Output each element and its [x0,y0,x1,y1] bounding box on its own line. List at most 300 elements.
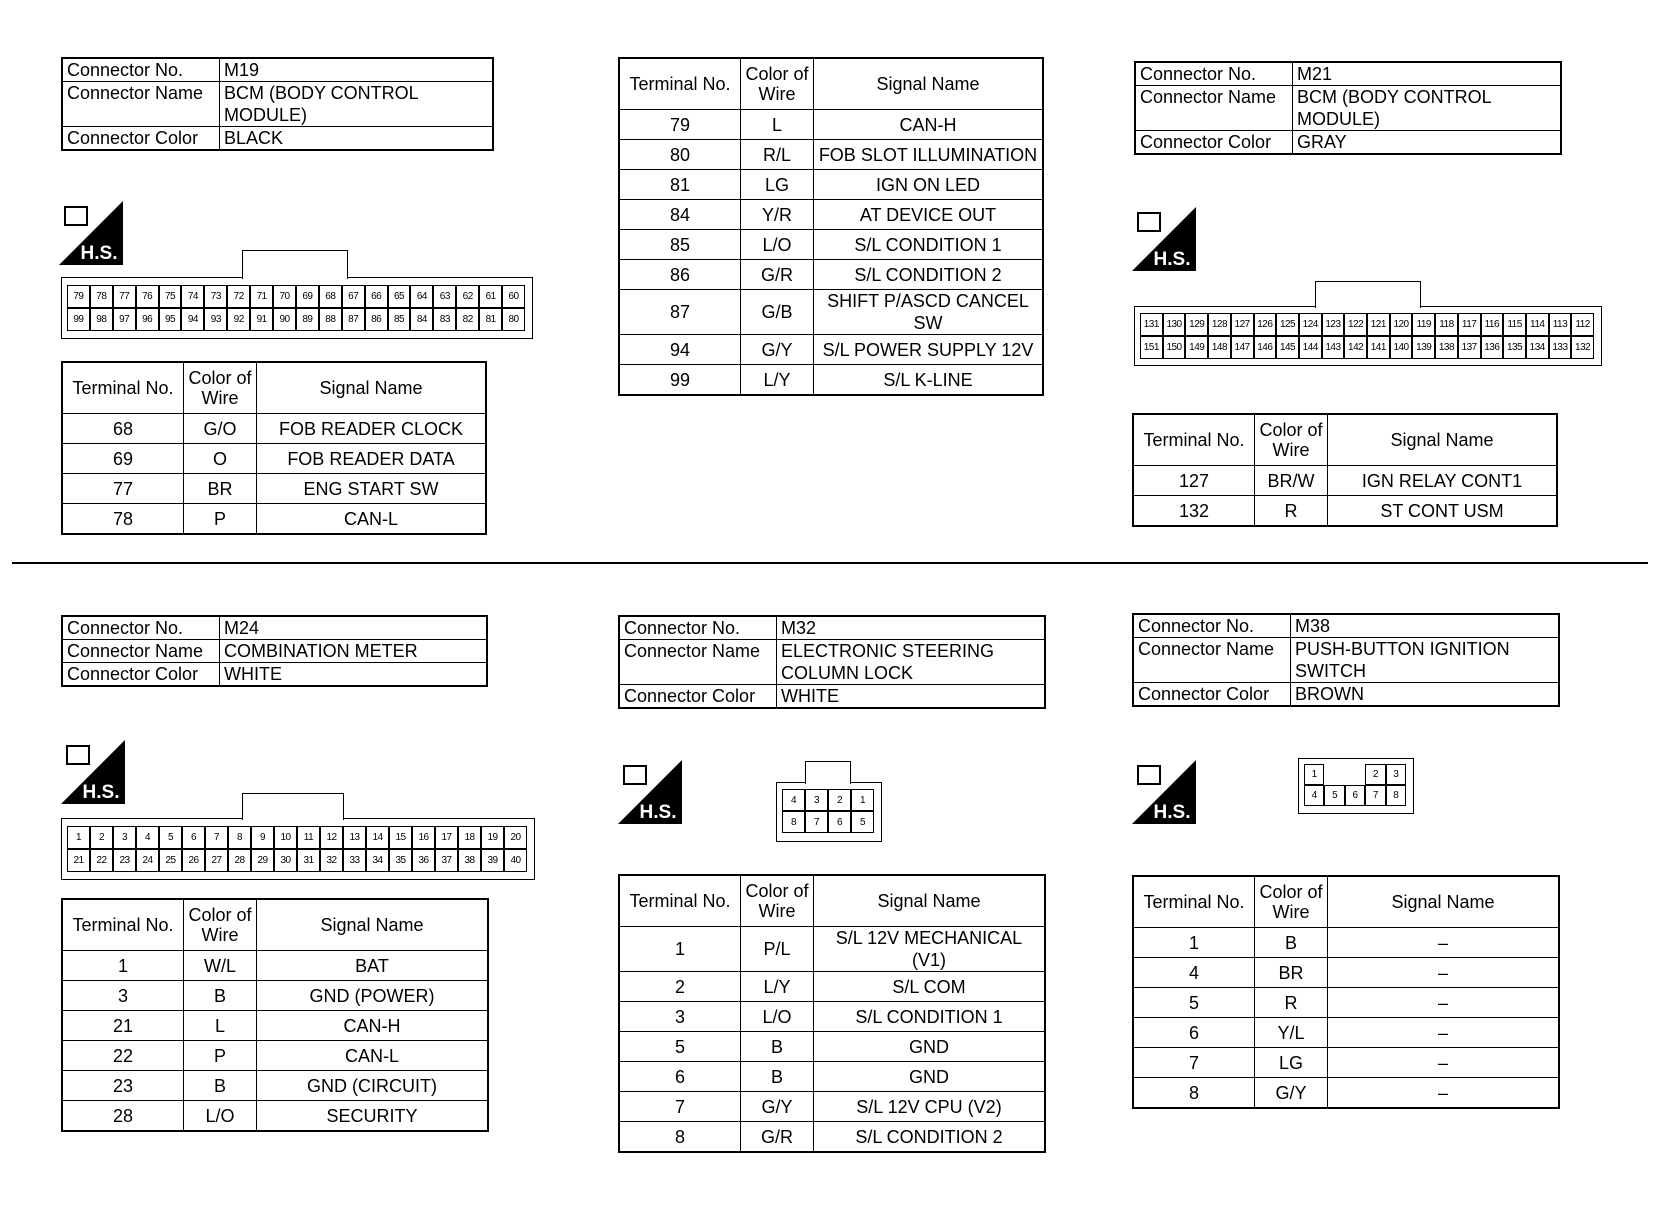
connector-no-value: M32 [777,616,1046,640]
harness-side-icon [1132,760,1196,824]
connector-pin: 20 [504,826,527,849]
connector-color-value: BLACK [220,127,494,151]
wire-color-cell: P/L [741,927,814,972]
connector-no-label: Connector No. [1133,614,1291,638]
connector-pin: 62 [456,285,479,308]
connector-pin: 21 [67,849,90,872]
signal-name-cell: – [1328,928,1560,958]
connector-name-label: Connector Name [1133,638,1291,683]
terminal-no-cell: 78 [62,504,184,535]
wire-color-cell: L [184,1011,257,1041]
wire-color-cell: G/Y [741,1092,814,1122]
connector-pin: 18 [458,826,481,849]
harness-side-icon [1132,207,1196,271]
m38-pin-grid [1304,764,1406,806]
connector-pin: 82 [456,308,479,331]
connector-pin: 61 [479,285,502,308]
terminal-no-cell: 77 [62,474,184,504]
terminal-no-header: Terminal No. [619,875,741,927]
signal-name-header: Signal Name [257,899,489,951]
table-row [619,230,1043,260]
m19-pin-grid [67,285,525,331]
connector-pin: 1 [67,826,90,849]
connector-pin: 2 [1365,764,1385,785]
table-row [619,110,1043,140]
connector-pin: 3 [113,826,136,849]
connector-pin: 72 [227,285,250,308]
connector-pin: 81 [479,308,502,331]
connector-name-label: Connector Name [62,82,220,127]
table-row [619,1122,1045,1153]
wire-color-cell: G/Y [741,335,814,365]
connector-pin: 5 [1324,785,1344,806]
wire-color-cell: L/O [184,1101,257,1132]
table-row [619,365,1043,396]
signal-name-cell: – [1328,958,1560,988]
signal-name-header: Signal Name [814,875,1046,927]
connector-pin: 60 [502,285,525,308]
connector-pin: 134 [1526,336,1549,359]
connector-pin: 138 [1435,336,1458,359]
connector-pin: 114 [1526,313,1549,336]
terminal-no-cell: 84 [619,200,741,230]
signal-name-cell: S/L 12V CPU (V2) [814,1092,1046,1122]
connector-pin: 91 [250,308,273,331]
terminal-no-cell: 21 [62,1011,184,1041]
wire-color-cell: G/Y [1255,1078,1328,1109]
connector-color-value: GRAY [1293,131,1562,155]
connector-pin: 89 [296,308,319,331]
terminal-no-cell: 80 [619,140,741,170]
table-row [619,260,1043,290]
terminal-no-cell: 87 [619,290,741,335]
table-row [619,927,1045,972]
terminal-no-cell: 1 [619,927,741,972]
signal-name-cell: – [1328,1048,1560,1078]
terminal-no-cell: 23 [62,1071,184,1101]
signal-name-header: Signal Name [1328,414,1558,466]
connector-pin: 123 [1322,313,1345,336]
m24-pin-grid [67,826,527,872]
connector-pin: 128 [1208,313,1231,336]
connector-pin: 71 [250,285,273,308]
connector-pin: 7 [205,826,228,849]
table-row [62,444,486,474]
connector-pin: 84 [410,308,433,331]
m24-connector-face [61,818,535,880]
connector-pin: 87 [342,308,365,331]
signal-name-cell: CAN-L [257,1041,489,1071]
signal-name-cell: S/L 12V MECHANICAL (V1) [814,927,1046,972]
wire-color-cell: L/Y [741,365,814,396]
connector-pin: 148 [1208,336,1231,359]
table-row [619,972,1045,1002]
signal-name-cell: CAN-H [257,1011,489,1041]
wire-color-cell: W/L [184,951,257,981]
table-row [62,1071,488,1101]
connector-pin: 151 [1140,336,1163,359]
connector-color-label: Connector Color [62,663,220,687]
connector-latch [1324,764,1344,785]
terminal-no-cell: 6 [619,1062,741,1092]
wire-color-cell: R/L [741,140,814,170]
connector-pin: 35 [389,849,412,872]
connector-name-value: BCM (BODY CONTROL MODULE) [220,82,494,127]
connector-color-value: WHITE [777,685,1046,709]
wire-color-cell: B [741,1032,814,1062]
m19-terminal-table [61,361,487,535]
signal-name-cell: CAN-L [257,504,487,535]
connector-pin: 121 [1367,313,1390,336]
connector-pin: 115 [1503,313,1526,336]
connector-pin: 69 [296,285,319,308]
terminal-no-header: Terminal No. [1133,414,1255,466]
connector-pin: 90 [273,308,296,331]
signal-name-cell: BAT [257,951,489,981]
terminal-no-cell: 6 [1133,1018,1255,1048]
signal-name-cell: FOB READER CLOCK [257,414,487,444]
connector-pin: 150 [1163,336,1186,359]
connector-pin: 131 [1140,313,1163,336]
wire-color-cell: B [741,1062,814,1092]
connector-pin: 37 [435,849,458,872]
connector-pin: 125 [1276,313,1299,336]
connector-pin: 2 [828,789,851,811]
svg-text:H.S.: H.S. [1153,802,1191,823]
wire-color-cell: G/B [741,290,814,335]
connector-pin: 65 [388,285,411,308]
connector-pin: 80 [502,308,525,331]
harness-side-icon [59,201,123,265]
table-row [1133,1018,1559,1048]
connector-pin: 4 [782,789,805,811]
connector-pin: 136 [1481,336,1504,359]
connector-pin: 67 [342,285,365,308]
connector-pin: 112 [1571,313,1594,336]
connector-no-label: Connector No. [62,616,220,640]
terminal-no-cell: 5 [1133,988,1255,1018]
connector-pin: 33 [343,849,366,872]
connector-pin: 75 [159,285,182,308]
signal-name-cell: IGN RELAY CONT1 [1328,466,1558,496]
m19-terminal-table-continued [618,57,1044,396]
table-row [1133,1048,1559,1078]
signal-name-cell: FOB SLOT ILLUMINATION [814,140,1044,170]
color-of-wire-header: Color of Wire [741,58,814,110]
connector-pin: 94 [181,308,204,331]
connector-pin: 139 [1412,336,1435,359]
connector-pin: 92 [227,308,250,331]
connector-pin: 66 [365,285,388,308]
m38-terminal-table [1132,875,1560,1109]
connector-pin: 39 [481,849,504,872]
terminal-no-cell: 4 [1133,958,1255,988]
connector-pin: 99 [67,308,90,331]
connector-color-label: Connector Color [1135,131,1293,155]
wire-color-cell: LG [1255,1048,1328,1078]
wire-color-cell: B [184,981,257,1011]
wire-color-cell: BR/W [1255,466,1328,496]
wire-color-cell: G/O [184,414,257,444]
m21-pin-grid [1140,313,1594,359]
color-of-wire-header: Color of Wire [184,899,257,951]
connector-pin: 137 [1458,336,1481,359]
connector-color-label: Connector Color [1133,683,1291,707]
signal-name-cell: CAN-H [814,110,1044,140]
connector-pin: 149 [1185,336,1208,359]
connector-pin: 143 [1322,336,1345,359]
table-row [62,981,488,1011]
connector-name-value: BCM (BODY CONTROL MODULE) [1293,86,1562,131]
terminal-no-cell: 132 [1133,496,1255,527]
terminal-no-cell: 1 [62,951,184,981]
terminal-no-cell: 2 [619,972,741,1002]
signal-name-cell: S/L K-LINE [814,365,1044,396]
connector-pin: 2 [90,826,113,849]
terminal-no-cell: 127 [1133,466,1255,496]
terminal-no-cell: 7 [1133,1048,1255,1078]
connector-pin: 5 [159,826,182,849]
connector-pin: 1 [851,789,874,811]
connector-pin: 127 [1231,313,1254,336]
connector-pin: 24 [136,849,159,872]
table-row [619,200,1043,230]
signal-name-cell: SECURITY [257,1101,489,1132]
table-row [62,474,486,504]
m24-info [61,615,488,687]
connector-pin: 15 [389,826,412,849]
wire-color-cell: L/O [741,1002,814,1032]
connector-pin: 36 [412,849,435,872]
connector-pin: 144 [1299,336,1322,359]
harness-side-icon [618,760,682,824]
svg-text:H.S.: H.S. [80,243,118,264]
connector-pin: 19 [481,826,504,849]
color-of-wire-header: Color of Wire [184,362,257,414]
connector-pin: 122 [1344,313,1367,336]
connector-color-value: BROWN [1291,683,1560,707]
table-row [1133,928,1559,958]
connector-pin: 145 [1276,336,1299,359]
signal-name-cell: – [1328,1018,1560,1048]
connector-pin: 126 [1254,313,1277,336]
signal-name-cell: IGN ON LED [814,170,1044,200]
svg-text:H.S.: H.S. [1153,249,1191,270]
connector-pin: 147 [1231,336,1254,359]
connector-pin: 98 [90,308,113,331]
connector-pin: 7 [805,811,828,833]
terminal-no-cell: 68 [62,414,184,444]
color-of-wire-header: Color of Wire [1255,876,1328,928]
connector-pin: 6 [1345,785,1365,806]
connector-pin: 13 [343,826,366,849]
table-row [62,414,486,444]
connector-pin: 31 [297,849,320,872]
connector-name-value: COMBINATION METER [220,640,488,663]
signal-name-cell: S/L POWER SUPPLY 12V [814,335,1044,365]
connector-color-label: Connector Color [62,127,220,151]
terminal-no-cell: 22 [62,1041,184,1071]
signal-name-cell: GND (POWER) [257,981,489,1011]
connector-pin: 28 [228,849,251,872]
wire-color-cell: BR [1255,958,1328,988]
connector-pin: 120 [1390,313,1413,336]
terminal-no-cell: 85 [619,230,741,260]
m21-terminal-table [1132,413,1558,527]
table-row [619,1032,1045,1062]
connector-pin: 70 [273,285,296,308]
connector-pin: 7 [1365,785,1385,806]
connector-pin: 141 [1367,336,1390,359]
connector-pin: 74 [181,285,204,308]
connector-color-value: WHITE [220,663,488,687]
wire-color-cell: Y/L [1255,1018,1328,1048]
connector-name-value: PUSH-BUTTON IGNITION SWITCH [1291,638,1560,683]
table-row [619,170,1043,200]
connector-pin: 25 [159,849,182,872]
signal-name-cell: – [1328,1078,1560,1109]
connector-no-value: M24 [220,616,488,640]
signal-name-cell: – [1328,988,1560,1018]
connector-pin: 140 [1390,336,1413,359]
connector-no-label: Connector No. [1135,62,1293,86]
signal-name-cell: SHIFT P/ASCD CANCEL SW [814,290,1044,335]
m21-connector-face [1134,306,1602,366]
connector-pin: 68 [319,285,342,308]
terminal-no-header: Terminal No. [62,362,184,414]
svg-text:H.S.: H.S. [82,782,120,803]
connector-pin: 83 [433,308,456,331]
connector-pin: 76 [136,285,159,308]
wire-color-cell: P [184,1041,257,1071]
connector-name-value: ELECTRONIC STEERING COLUMN LOCK [777,640,1046,685]
connector-pin: 29 [251,849,274,872]
terminal-no-cell: 94 [619,335,741,365]
wire-color-cell: R [1255,496,1328,527]
signal-name-header: Signal Name [1328,876,1560,928]
connector-no-value: M21 [1293,62,1562,86]
connector-pin: 146 [1254,336,1277,359]
connector-pin: 63 [433,285,456,308]
terminal-no-cell: 1 [1133,928,1255,958]
wire-color-cell: L/O [741,230,814,260]
table-row [62,1041,488,1071]
signal-name-header: Signal Name [257,362,487,414]
connector-pin: 119 [1412,313,1435,336]
connector-pin: 86 [365,308,388,331]
wire-color-cell: P [184,504,257,535]
signal-name-cell: AT DEVICE OUT [814,200,1044,230]
connector-pin: 97 [113,308,136,331]
terminal-no-cell: 8 [619,1122,741,1153]
terminal-no-cell: 99 [619,365,741,396]
svg-text:H.S.: H.S. [639,802,677,823]
signal-name-cell: S/L CONDITION 1 [814,1002,1046,1032]
connector-name-label: Connector Name [62,640,220,663]
connector-pin: 8 [782,811,805,833]
terminal-no-header: Terminal No. [619,58,741,110]
connector-no-value: M38 [1291,614,1560,638]
table-row [619,1092,1045,1122]
connector-pin: 95 [159,308,182,331]
connector-pin: 78 [90,285,113,308]
connector-pin: 130 [1163,313,1186,336]
wire-color-cell: Y/R [741,200,814,230]
connector-pin: 11 [297,826,320,849]
m19-info [61,57,494,151]
m32-info [618,615,1046,709]
signal-name-cell: GND [814,1032,1046,1062]
terminal-no-cell: 5 [619,1032,741,1062]
connector-pin: 12 [320,826,343,849]
connector-pin: 73 [204,285,227,308]
connector-color-label: Connector Color [619,685,777,709]
terminal-no-cell: 86 [619,260,741,290]
color-of-wire-header: Color of Wire [741,875,814,927]
connector-pin: 64 [410,285,433,308]
table-row [1133,988,1559,1018]
m38-connector-face [1298,758,1414,814]
signal-name-cell: ST CONT USM [1328,496,1558,527]
connector-pin: 30 [274,849,297,872]
wire-color-cell: B [1255,928,1328,958]
terminal-no-cell: 8 [1133,1078,1255,1109]
table-row [619,1062,1045,1092]
terminal-no-cell: 7 [619,1092,741,1122]
table-row [62,951,488,981]
signal-name-header: Signal Name [814,58,1044,110]
connector-pin: 8 [228,826,251,849]
connector-pin: 113 [1549,313,1572,336]
terminal-no-cell: 69 [62,444,184,474]
connector-pin: 79 [67,285,90,308]
terminal-no-cell: 81 [619,170,741,200]
connector-pin: 5 [851,811,874,833]
connector-pin: 22 [90,849,113,872]
harness-side-icon [61,740,125,804]
connector-pin: 34 [366,849,389,872]
signal-name-cell: GND [814,1062,1046,1092]
connector-name-label: Connector Name [1135,86,1293,131]
connector-pin: 117 [1458,313,1481,336]
m32-connector-face [776,782,882,842]
connector-pin: 10 [274,826,297,849]
signal-name-cell: FOB READER DATA [257,444,487,474]
wire-color-cell: L [741,110,814,140]
connector-pin: 17 [435,826,458,849]
wire-color-cell: LG [741,170,814,200]
m32-pin-grid [782,789,874,833]
section-divider [12,562,1648,564]
connector-no-label: Connector No. [619,616,777,640]
connector-pin: 133 [1549,336,1572,359]
connector-pin: 32 [320,849,343,872]
table-row [619,1002,1045,1032]
connector-pin: 124 [1299,313,1322,336]
m21-info [1134,61,1562,155]
m24-terminal-table [61,898,489,1132]
connector-pin: 93 [204,308,227,331]
wire-color-cell: O [184,444,257,474]
terminal-no-cell: 3 [619,1002,741,1032]
table-row [619,290,1043,335]
connector-pin: 6 [182,826,205,849]
signal-name-cell: ENG START SW [257,474,487,504]
connector-pin: 3 [1386,764,1406,785]
connector-pin: 142 [1344,336,1367,359]
table-row [619,140,1043,170]
signal-name-cell: S/L CONDITION 2 [814,1122,1046,1153]
